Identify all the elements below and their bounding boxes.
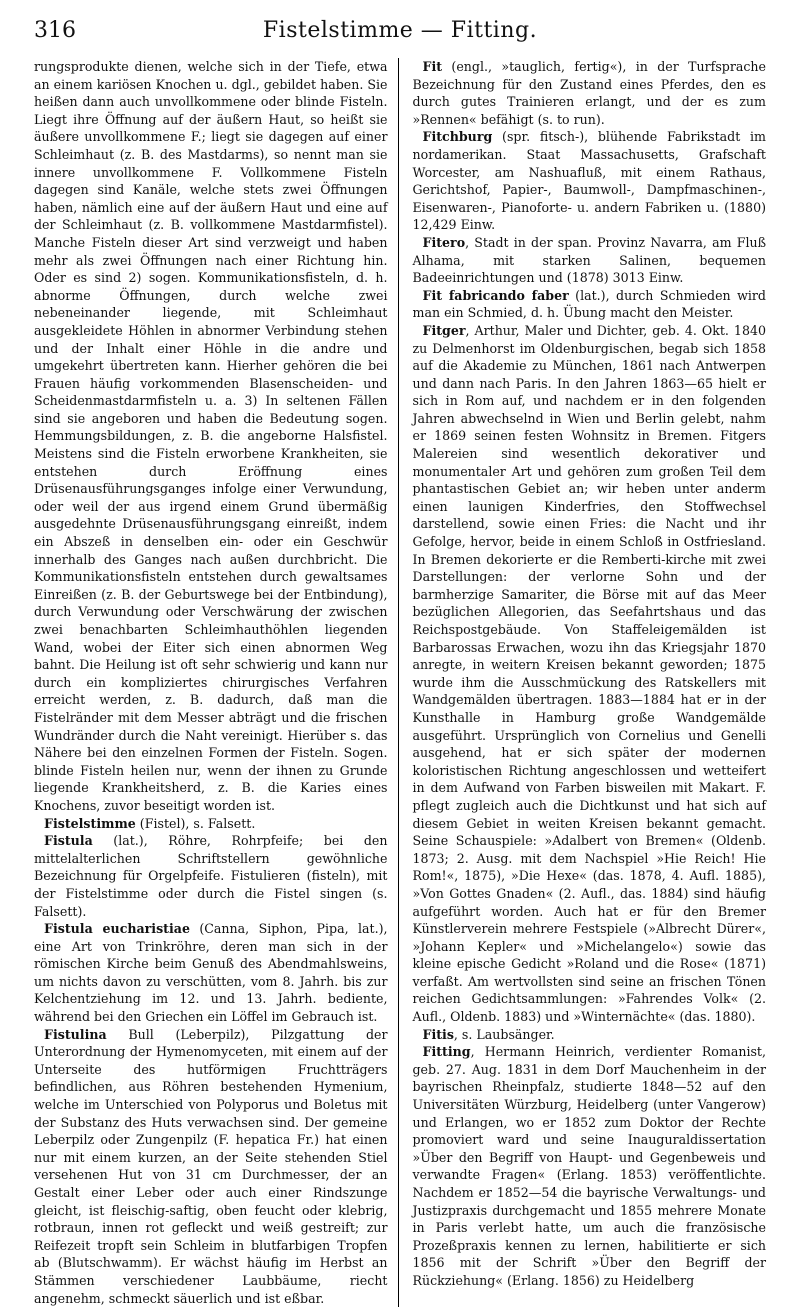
dictionary-entry: [413, 1026, 767, 1044]
entry-text: (lat.), Röhre, Rohrpfeife; bei den mittelalterlichen Schriftstellern gewöhnliche Bezeichnung für Orgelpfeife. Fistulieren (fisteln), mit der Fistelstimme oder durch die Fistel singen (s. Falsett).: [34, 833, 388, 919]
entry-text: , Stadt in der span. Provinz Navarra, am Fluß Alhama, mit starken Salinen, bequemen Badeeinrichtungen und (1878) 3013 Einw.: [412, 234, 766, 286]
entry-text: (Canna, Siphon, Pipa, lat.), eine Art von Trinkröhre, deren man sich in der römischen Kirche beim Genuß des Abendmahlsweins, um nichts davon zu verschütten, vom 8. Jahrh. bis zur Kelchentziehung im 12. und 13. Jahrh. bediente, während bei den Griechen ein Löffel im Gebrauch ist.: [34, 921, 388, 1025]
dictionary-entry: [34, 1026, 388, 1307]
entry-headword: Fistulina: [44, 1026, 107, 1042]
left-column: [34, 58, 399, 1307]
entry-text: , Hermann Heinrich, verdienter Romanist, geb. 27. Aug. 1831 in dem Dorf Mauchenheim in der bayrischen Rheinpfalz, studierte 1848—52 auf den Universitäten Würzburg, Heidelberg (unter Vangerow) und Erlangen, wo er 1852 zum Doktor der Rechte promoviert ward und seine Inauguraldissertation »Über den Begriff von Haupt- und Gegenbeweis und verwandte Fragen« (Erlang. 1853) veröffentlichte. Nachdem er 1852—54 die bayrische Verwaltungs- und Justizpraxis durchgemacht und 1855 mehrere Monate in Paris verlebt hatte, um auch die französische Prozeßpraxis kennen zu lernen, habilitierte er sich 1856 mit der Schrift »Über den Begriff der Rückziehung« (Erlang. 1856) zu Heidelberg: [412, 1044, 766, 1288]
entry-text: (spr. fitsch-), blühende Fabrikstadt im nordamerikan. Staat Massachusetts, Grafschaft Worcester, am Nashuafluß, mit einem Rathaus, Gerichtshof, Papier-, Baumwoll-, Dampfmaschinen-, Eisenwaren-, Pianoforte- u. andern Fabriken u. (1880) 12,429 Einw.: [412, 129, 766, 233]
dictionary-entry: [413, 58, 767, 128]
dictionary-entry: [413, 1043, 767, 1289]
page-number: 316: [34, 18, 76, 43]
entry-text: (engl., »tauglich, fertig«), in der Turfsprache Bezeichnung für den Zustand eines Pferdes, den es durch gutes Trainieren erlangt, und der es zum »Rennen« befähigt (s. to run).: [412, 59, 766, 127]
entry-text: rungsprodukte dienen, welche sich in der Tiefe, etwa an einem kariösen Knochen u. dgl., gebildet haben. Sie heißen dann auch unvollkommene oder blinde Fisteln. Liegt ihre Öffnung auf der äußern Haut, so heißt sie äußere unvollkommene F.; liegt sie dagegen auf einer Schleimhaut (z. B. des Mastdarms), so nennt man sie innere unvollkommene F. Vollkommene Fisteln dagegen sind Kanäle, welche stets zwei Öffnungen haben, nämlich eine auf der äußern Haut und eine auf der Schleimhaut (z. B. vollkommene Mastdarmfistel). Manche Fisteln dieser Art sind verzweigt und haben mehr als zwei Öffnungen nach einer Richtung hin. Oder es sind 2) sogen. Kommunikationsfisteln, d. h. abnorme Öffnungen, durch welche zwei nebeneinander liegende, mit Schleimhaut ausgekleidete Höhlen in abnormer Verbindung stehen und der Inhalt einer Höhle in die andre und umgekehrt übertreten kann. Hierher gehören die bei Frauen häufig vorkommenden Blasenscheiden- und Scheidenmastdarmfisteln u. a. 3) In seltenen Fällen sind sie angeboren und haben die Bedeutung sogen. Hemmungsbildungen, z. B. die angeborne Halsfistel. Meistens sind die Fisteln erworbene Krankheiten, sie entstehen durch Eröffnung eines Drüsenausführungsganges infolge einer Verwundung, oder weil der aus irgend einem Grund übermäßig ausgedehnte Drüsenausführungsgang einreißt, indem ein Abszeß in denselben ein- oder ein Geschwür innerhalb des Ganges nach außen durchbricht. Die Kommunikationsfisteln entstehen durch gewaltsames Einreißen (z. B. der Geburtswege bei der Entbindung), durch Verwundung oder Verschwärung der zwischen zwei benachbarten Schleimhauthöhlen liegenden Wand, wobei der Eiter sich einen abnormen Weg bahnt. Die Heilung ist oft sehr schwierig und kann nur durch ein kompliziertes chirurgisches Verfahren erreicht werden, z. B. dadurch, daß man die Fistelränder mit dem Messer abträgt und die frischen Wundränder durch die Naht vereinigt. Hierüber s. das Nähere bei den einzelnen Formen der Fisteln. Sogen. blinde Fisteln heilen nur, wenn der ihnen zu Grunde liegende Krankheitsherd, z. B. die Karies eines Knochens, zuvor beseitigt worden ist.: [34, 59, 388, 813]
dictionary-entry: [34, 815, 388, 833]
text-columns: [34, 58, 766, 1307]
entry-text: , s. Laubsänger.: [453, 1026, 555, 1042]
dictionary-entry: [34, 920, 388, 1026]
dictionary-entry: [413, 287, 767, 322]
entry-headword: Fitero: [422, 234, 466, 250]
dictionary-entry: [413, 128, 767, 234]
entry-headword: Fitis: [422, 1026, 454, 1042]
right-column: [413, 58, 767, 1307]
entry-headword: Fistula: [44, 833, 93, 849]
dictionary-entry: [34, 832, 388, 920]
entry-text: (lat.), durch Schmieden wird man ein Schmied, d. h. Übung macht den Meister.: [412, 287, 766, 321]
entry-headword: Fitting: [422, 1044, 471, 1060]
entry-headword: Fit fabricando faber: [422, 287, 569, 303]
entry-text: , Arthur, Maler und Dichter, geb. 4. Okt. 1840 zu Delmenhorst im Oldenburgischen, begab sich 1858 auf die Akademie zu München, 1861 nach Antwerpen und dann nach Paris. In den Jahren 1863—65 hielt er sich in Rom auf, und nachdem er in den folgenden Jahren abwechselnd in Wien und Berlin gelebt, nahm er 1869 seinen festen Wohnsitz in Bremen. Fitgers Malereien sind wesentlich dekorativer und monumentaler Art und gehören zum großen Teil dem phantastischen Gebiet an; wir heben unter anderm einen launigen Kinderfries, den Stoffwechsel darstellend, sowie einen Fries: die Nacht und ihr Gefolge, hervor, beide in einem Schloß in Ostfriesland. In Bremen dekorierte er die Remberti-kirche mit zwei Darstellungen: der verlorne Sohn und der barmherzige Samariter, die Börse mit auf das Meer bezüglichen Allegorien, das Seefahrtshaus und das Reichspostgebäude. Von Staffeleigemälden ist Barbarossas Erwachen, wozu ihn das Kriegsjahr 1870 anregte, in weitern Kreisen bekannt geworden; 1875 wurde ihm die Ausschmückung des Ratskellers mit Wandgemälden übertragen. 1883—1884 hat er in der Kunsthalle in Hamburg große Wandgemälde ausgeführt. Ursprünglich von Cornelius und Genelli ausgehend, hat er sich später der modernen koloristischen Richtung angeschlossen und wetteifert in dem Aufwand von Farben bisweilen mit Makart. F. pflegt zugleich auch die Dichtkunst und hat sich auf diesem Gebiet in weiten Kreisen bekannt gemacht. Seine Schauspiele: »Adalbert von Bremen« (Oldenb. 1873; 2. Ausg. mit dem Nachspiel »Hie Reich! Hie Rom!«, 1875), »Die Hexe« (das. 1878, 4. Aufl. 1885), »Von Gottes Gnaden« (2. Aufl., das. 1884) sind häufig aufgeführt worden. Auch hat er für den Bremer Künstlerverein mehrere Festspiele (»Albrecht Dürer«, »Johann Kepler« und »Michelangelo«) sowie das kleine epische Gedicht »Roland und die Rose« (1871) verfaßt. Am wertvollsten sind seine an frischen Tönen reichen Gedichtsammlungen: »Fahrendes Volk« (2. Aufl., Oldenb. 1883) und »Winternächte« (das. 1880).: [412, 322, 766, 1025]
entry-headword: Fitger: [422, 322, 466, 338]
dictionary-entry: [413, 234, 767, 287]
entry-headword: Fistula eucharistiae: [44, 921, 190, 937]
entry-headword: Fit: [422, 59, 443, 74]
dictionary-entry: [413, 322, 767, 1026]
dictionary-entry: [34, 58, 388, 815]
entry-headword: Fitchburg: [422, 129, 493, 145]
entry-headword: Fistelstimme: [44, 815, 136, 831]
entry-text: Bull (Leberpilz), Pilzgattung der Unterordnung der Hymenomyceten, mit einem auf der Unterseite des hutförmigen Fruchtträgers befindlichen, aus Röhren bestehenden Hymenium, welche im Unterschied von Polyporus und Boletus mit der Substanz des Huts verwachsen sind. Der gemeine Leberpilz oder Zungenpilz (F. hepatica Fr.) hat einen nur mit einem kurzen, an der Seite stehenden Stiel versehenen Hut von 31 cm Durchmesser, der an Gestalt einer Leber oder auch einer Rindszunge gleicht, ist fleischig-saftig, oben feucht oder klebrig, rotbraun, innen rot gefleckt und weiß gestreift; zur Reifezeit tropft sein Schleim in blutfarbigen Tropfen ab (Blutschwamm). Er wächst häufig im Herbst an Stämmen verschiedener Laubbäume, riecht angenehm, schmeckt säuerlich und ist eßbar.: [34, 1026, 388, 1306]
entry-text: (Fistel), s. Falsett.: [135, 815, 256, 831]
page-header: [34, 18, 766, 58]
running-head: Fistelstimme — Fitting.: [262, 18, 538, 43]
